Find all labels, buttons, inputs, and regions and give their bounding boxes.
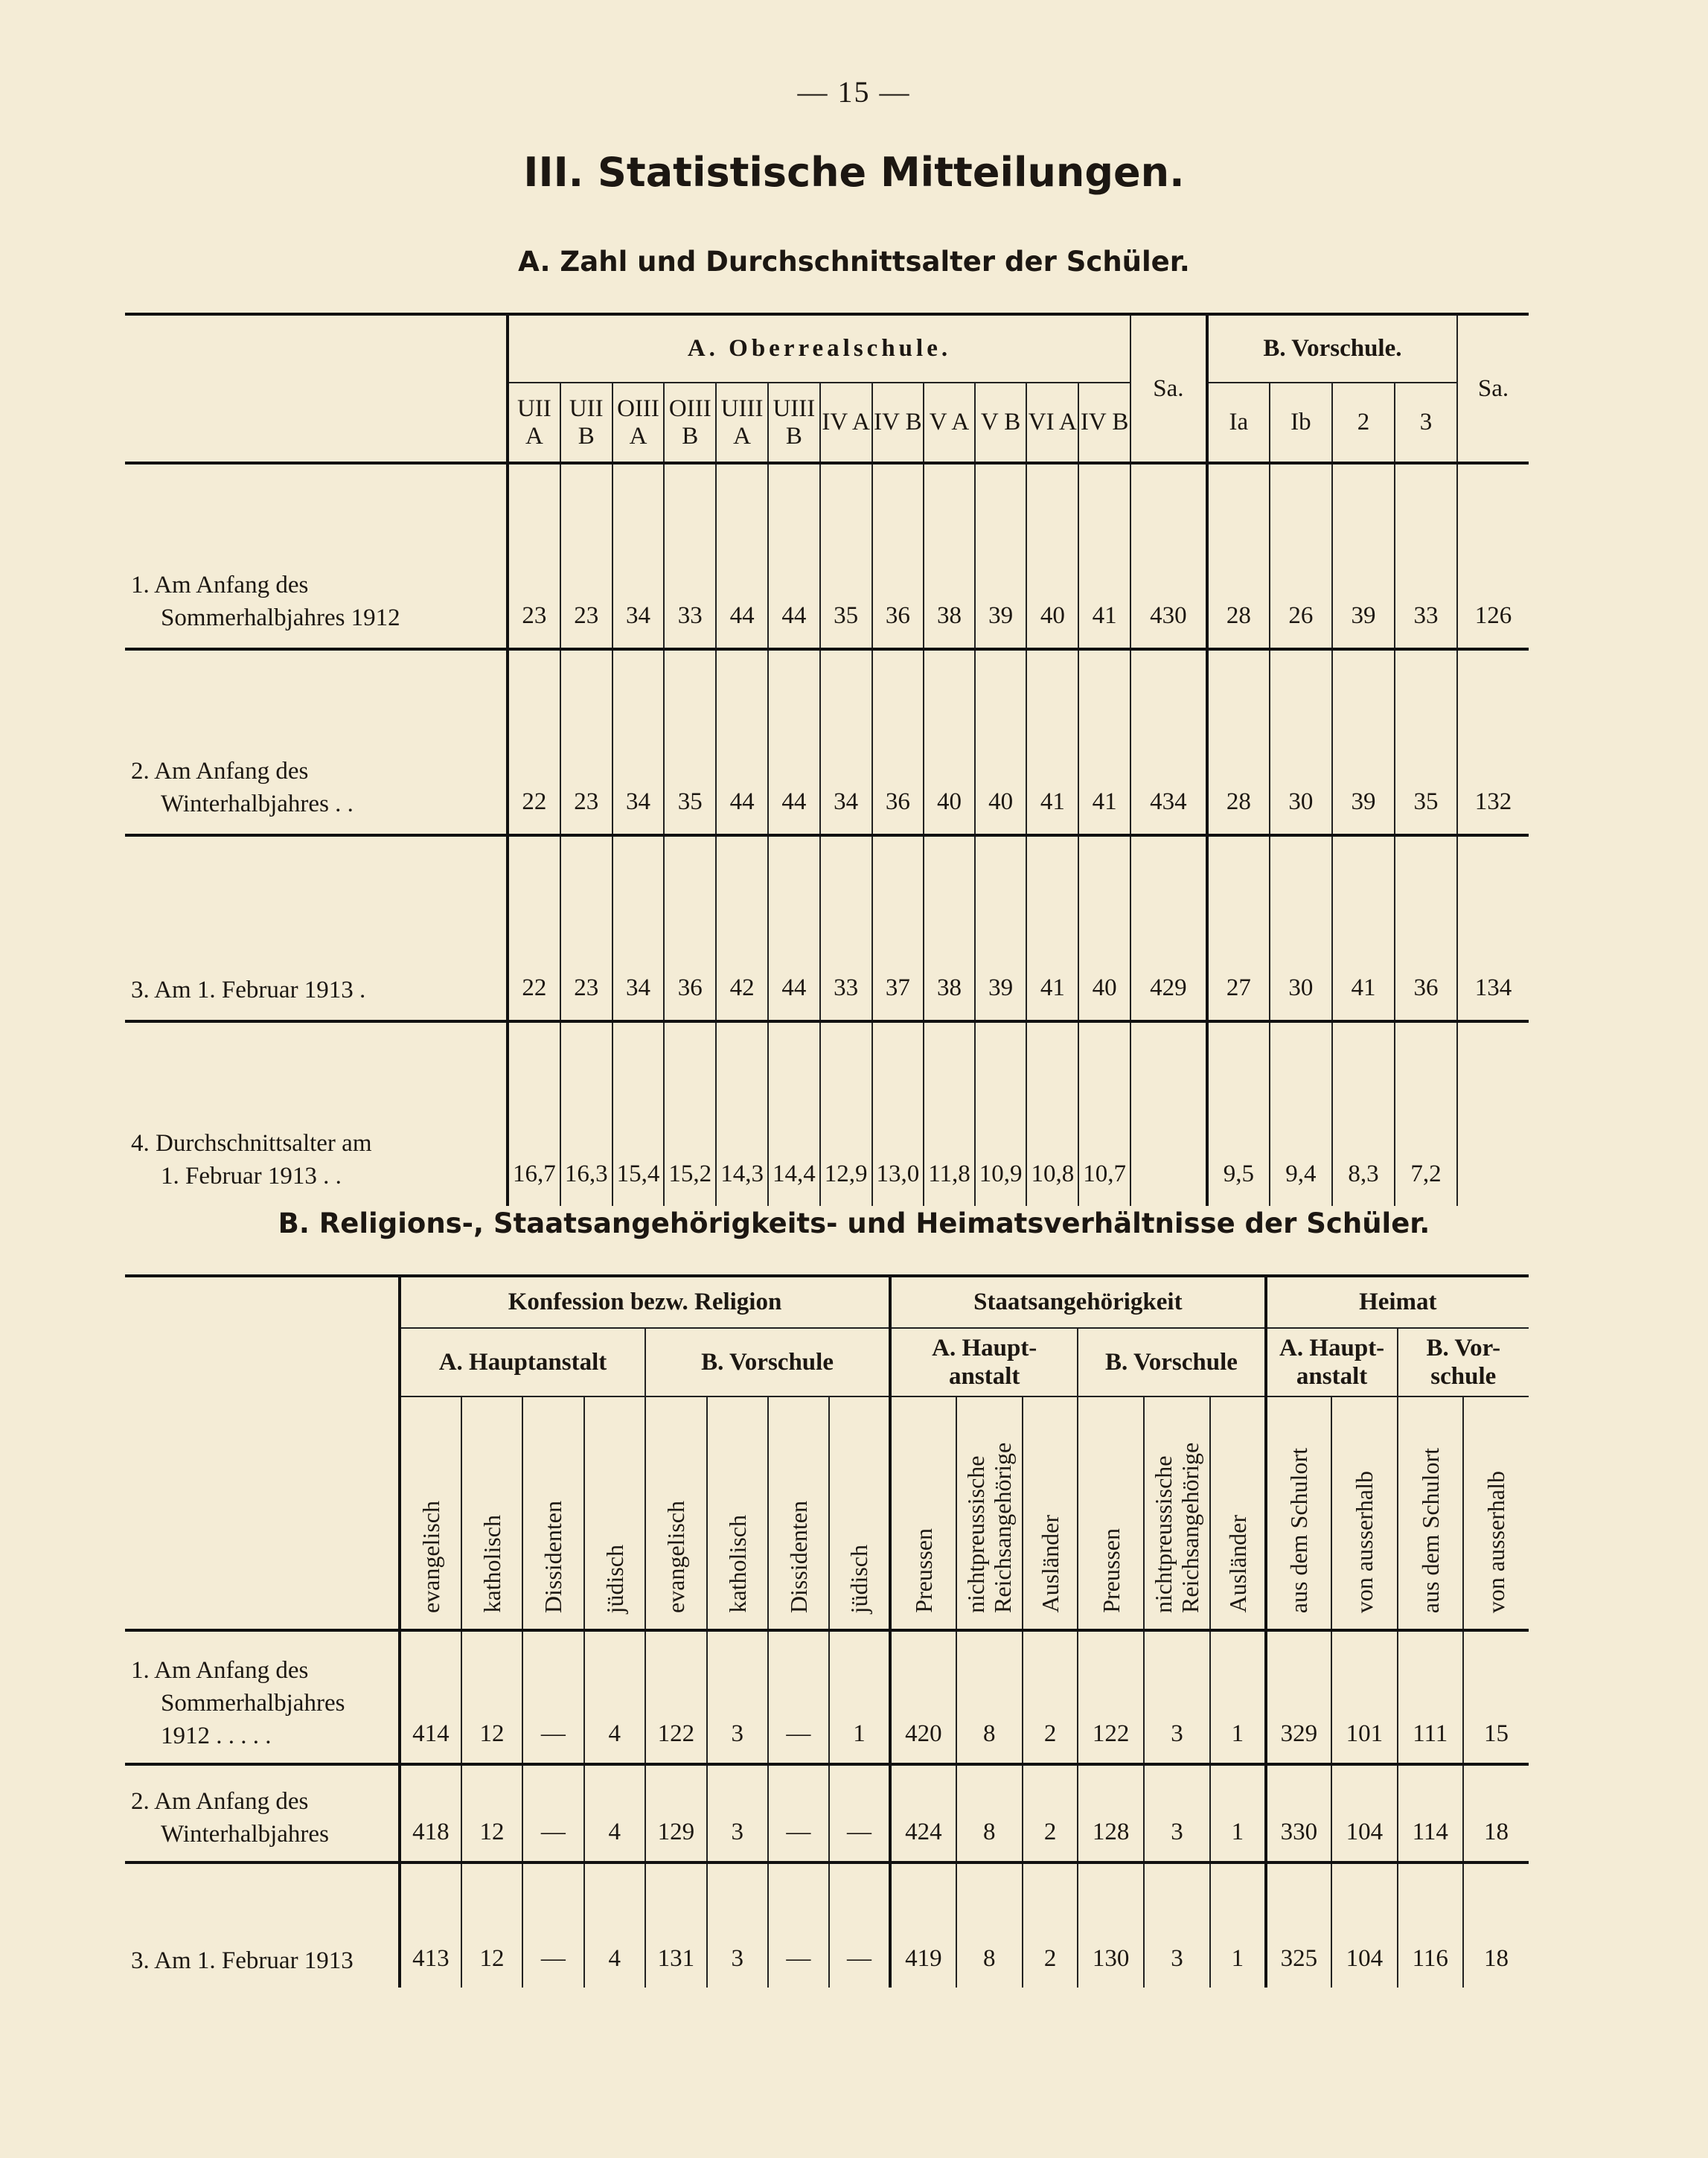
class-header: UIII B — [768, 383, 820, 463]
cell-value: 7,2 — [1395, 1021, 1457, 1206]
column-header — [1078, 1396, 1143, 1630]
staat-hauptanstalt-line: A. Haupt- — [932, 1335, 1037, 1361]
table-a-row — [125, 649, 1529, 835]
cell-value: 23 — [560, 463, 612, 649]
class-header: UII A — [508, 383, 560, 463]
cell-value: 329 — [1266, 1630, 1331, 1764]
class-header: IV A — [820, 383, 872, 463]
cell-value: 41 — [1026, 649, 1078, 835]
class-header: Ib — [1270, 383, 1332, 463]
row-label — [125, 835, 508, 1021]
group-vorschule: B. Vorschule. — [1207, 314, 1457, 383]
table-b-row — [125, 1764, 1529, 1862]
table-a-row — [125, 1021, 1529, 1206]
class-header: UIII A — [716, 383, 768, 463]
row-label-line: 1912 . . . . . — [161, 1723, 272, 1749]
cell-value: 35 — [1395, 649, 1457, 835]
cell-value: 12 — [461, 1764, 522, 1862]
cell-value: 22 — [508, 649, 560, 835]
cell-value: 8 — [956, 1862, 1023, 1988]
cell-value: 27 — [1207, 835, 1270, 1021]
cell-value: 130 — [1078, 1862, 1143, 1988]
cell-value: 9,4 — [1270, 1021, 1332, 1206]
cell-value: 36 — [1395, 835, 1457, 1021]
row-label — [125, 1764, 400, 1862]
cell-value: 28 — [1207, 463, 1270, 649]
table-a-row — [125, 835, 1529, 1021]
cell-value: 23 — [508, 463, 560, 649]
cell-value: — — [829, 1764, 890, 1862]
cell-value: 34 — [612, 835, 665, 1021]
cell-value: 39 — [975, 463, 1027, 649]
column-header — [645, 1396, 707, 1630]
column-header-text: evangelisch — [662, 1500, 690, 1613]
group-konfession: Konfession bezw. Religion — [400, 1276, 890, 1328]
group-heimat: Heimat — [1266, 1276, 1529, 1328]
column-header — [707, 1396, 768, 1630]
heimat-vorschule-line: schule — [1430, 1363, 1497, 1390]
cell-value: 414 — [400, 1630, 461, 1764]
cell-value: 36 — [872, 649, 924, 835]
cell-value: 12 — [461, 1862, 522, 1988]
column-header — [1331, 1396, 1397, 1630]
column-header — [1398, 1396, 1463, 1630]
cell-value: 35 — [820, 463, 872, 649]
column-header-text: von ausserhalb — [1351, 1470, 1378, 1613]
cell-value: 1 — [1210, 1862, 1266, 1988]
cell-value: 1 — [1210, 1630, 1266, 1764]
row-label-line: 2. Am Anfang des — [131, 758, 309, 785]
cell-sum — [1457, 1021, 1529, 1206]
cell-value: 36 — [872, 463, 924, 649]
table-a-row — [125, 463, 1529, 649]
class-header: OIII A — [612, 383, 665, 463]
cell-value: 41 — [1078, 649, 1130, 835]
cell-value: 8 — [956, 1630, 1023, 1764]
cell-value: 34 — [820, 649, 872, 835]
cell-value: 104 — [1331, 1764, 1397, 1862]
cell-value: 3 — [1144, 1764, 1210, 1862]
cell-value: 14,4 — [768, 1021, 820, 1206]
cell-value: 33 — [820, 835, 872, 1021]
cell-value: 4 — [584, 1764, 645, 1862]
cell-value: 330 — [1266, 1764, 1331, 1862]
column-header-text: aus dem Schulort — [1416, 1447, 1444, 1613]
cell-value: 10,9 — [975, 1021, 1027, 1206]
cell-value: 40 — [975, 649, 1027, 835]
cell-value: 37 — [872, 835, 924, 1021]
cell-value: 30 — [1270, 835, 1332, 1021]
row-label — [125, 649, 508, 835]
row-label — [125, 1021, 508, 1206]
row-label — [125, 1630, 400, 1764]
class-header: VI A — [1026, 383, 1078, 463]
cell-value: 4 — [584, 1862, 645, 1988]
row-label-line: Winterhalbjahres . . — [161, 791, 354, 817]
column-header-text: evangelisch — [417, 1500, 444, 1613]
staat-hauptanstalt-line: anstalt — [949, 1363, 1020, 1390]
cell-value: 2 — [1023, 1862, 1078, 1988]
cell-value: 2 — [1023, 1764, 1078, 1862]
cell-sum — [1130, 1021, 1207, 1206]
cell-value: 419 — [890, 1862, 956, 1988]
cell-value: 22 — [508, 835, 560, 1021]
cell-value: 1 — [829, 1630, 890, 1764]
column-header — [956, 1396, 1023, 1630]
cell-value: 16,7 — [508, 1021, 560, 1206]
cell-value: 36 — [664, 835, 716, 1021]
heimat-hauptanstalt-line: A. Haupt- — [1279, 1335, 1385, 1361]
table-a-title: A. Zahl und Durchschnittsalter der Schüler. — [518, 246, 1190, 278]
cell-value: 122 — [1078, 1630, 1143, 1764]
row-label-line: 3. Am 1. Februar 1913 . — [131, 977, 366, 1003]
class-header: V B — [975, 383, 1027, 463]
column-header-text: Dissidenten — [784, 1500, 812, 1613]
cell-value: 3 — [707, 1764, 768, 1862]
class-header: V A — [924, 383, 974, 463]
cell-value: 44 — [768, 649, 820, 835]
table-a-label-header — [125, 314, 508, 463]
heimat-hauptanstalt — [1266, 1328, 1398, 1396]
column-header — [829, 1396, 890, 1630]
cell-value: 14,3 — [716, 1021, 768, 1206]
column-header-text: Preussen — [909, 1528, 937, 1613]
group-staatsangehoerigkeit: Staatsangehörigkeit — [890, 1276, 1266, 1328]
cell-value: 9,5 — [1207, 1021, 1270, 1206]
cell-sum: 132 — [1457, 649, 1529, 835]
cell-value: 34 — [612, 649, 665, 835]
column-header — [890, 1396, 956, 1630]
row-label-line: 1. Am Anfang des — [131, 1657, 309, 1684]
cell-value: 26 — [1270, 463, 1332, 649]
cell-value: 104 — [1331, 1862, 1397, 1988]
cell-value: 38 — [924, 463, 974, 649]
cell-value: 424 — [890, 1764, 956, 1862]
cell-value: — — [522, 1630, 583, 1764]
konf-hauptanstalt: A. Hauptanstalt — [400, 1328, 645, 1396]
cell-value: 116 — [1398, 1862, 1463, 1988]
column-header-text: Dissidenten — [540, 1500, 567, 1613]
group-oberrealschule: A. Oberrealschule. — [508, 314, 1130, 383]
column-header-text: nichtpreussische Reichsangehörige — [962, 1442, 1017, 1613]
ors-sum-header: Sa. — [1130, 314, 1207, 463]
column-header — [1210, 1396, 1266, 1630]
cell-value: 33 — [664, 463, 716, 649]
column-header-text: katholisch — [479, 1515, 506, 1613]
konf-vorschule: B. Vorschule — [645, 1328, 890, 1396]
cell-value: 23 — [560, 835, 612, 1021]
cell-value: 18 — [1463, 1764, 1529, 1862]
cell-value: 41 — [1332, 835, 1395, 1021]
column-header-text: jüdisch — [601, 1544, 628, 1613]
staat-hauptanstalt — [890, 1328, 1078, 1396]
row-label-line: Sommerhalbjahres 1912 — [161, 604, 400, 631]
column-header — [584, 1396, 645, 1630]
column-header-text: Ausländer — [1224, 1515, 1251, 1613]
class-header: 3 — [1395, 383, 1457, 463]
cell-sum: 429 — [1130, 835, 1207, 1021]
table-b-row — [125, 1630, 1529, 1764]
cell-value: 13,0 — [872, 1021, 924, 1206]
section-title: III. Statistische Mitteilungen. — [523, 149, 1185, 196]
cell-value: 30 — [1270, 649, 1332, 835]
cell-value: 15 — [1463, 1630, 1529, 1764]
class-header: IV B — [872, 383, 924, 463]
cell-value: 16,3 — [560, 1021, 612, 1206]
column-header — [400, 1396, 461, 1630]
cell-value: 101 — [1331, 1630, 1397, 1764]
cell-value: 23 — [560, 649, 612, 835]
cell-value: 413 — [400, 1862, 461, 1988]
cell-value: 11,8 — [924, 1021, 974, 1206]
cell-value: 4 — [584, 1630, 645, 1764]
cell-sum: 134 — [1457, 835, 1529, 1021]
column-header-text: jüdisch — [845, 1544, 873, 1613]
staat-vorschule: B. Vorschule — [1078, 1328, 1265, 1396]
column-header-text: nichtpreussische Reichsangehörige — [1150, 1442, 1204, 1613]
cell-value: — — [522, 1862, 583, 1988]
row-label-line: 1. Am Anfang des — [131, 572, 309, 598]
cell-value: 12 — [461, 1630, 522, 1764]
class-header: Ia — [1207, 383, 1270, 463]
cell-value: — — [768, 1764, 829, 1862]
cell-value: 420 — [890, 1630, 956, 1764]
cell-value: 40 — [924, 649, 974, 835]
cell-value: 122 — [645, 1630, 707, 1764]
cell-value: 35 — [664, 649, 716, 835]
cell-value: 128 — [1078, 1764, 1143, 1862]
class-header: OIII B — [664, 383, 716, 463]
cell-value: 8 — [956, 1764, 1023, 1862]
cell-value: 12,9 — [820, 1021, 872, 1206]
cell-value: 3 — [707, 1630, 768, 1764]
row-label — [125, 1862, 400, 1988]
cell-value: 15,4 — [612, 1021, 665, 1206]
cell-value: 10,7 — [1078, 1021, 1130, 1206]
cell-value: 44 — [716, 649, 768, 835]
cell-value: 3 — [1144, 1862, 1210, 1988]
class-header: UII B — [560, 383, 612, 463]
cell-value: 3 — [1144, 1630, 1210, 1764]
cell-value: 40 — [1026, 463, 1078, 649]
column-header — [1144, 1396, 1210, 1630]
cell-value: 18 — [1463, 1862, 1529, 1988]
row-label-line: 4. Durchschnittsalter am — [131, 1130, 372, 1157]
column-header-text: Preussen — [1097, 1528, 1125, 1613]
cell-value: 10,8 — [1026, 1021, 1078, 1206]
cell-value: 131 — [645, 1862, 707, 1988]
cell-value: 8,3 — [1332, 1021, 1395, 1206]
row-label — [125, 463, 508, 649]
cell-value: 1 — [1210, 1764, 1266, 1862]
cell-value: 39 — [1332, 463, 1395, 649]
page-number: — 15 — — [797, 75, 911, 109]
cell-sum: 434 — [1130, 649, 1207, 835]
cell-value: 129 — [645, 1764, 707, 1862]
cell-value: 15,2 — [664, 1021, 716, 1206]
cell-value: 40 — [1078, 835, 1130, 1021]
cell-value: 41 — [1078, 463, 1130, 649]
cell-value: 39 — [975, 835, 1027, 1021]
cell-value: 111 — [1398, 1630, 1463, 1764]
table-b — [125, 1274, 1529, 1988]
vs-sum-header: Sa. — [1457, 314, 1529, 463]
cell-value: 28 — [1207, 649, 1270, 835]
cell-value: — — [768, 1862, 829, 1988]
cell-value: 44 — [768, 835, 820, 1021]
row-label-line: Winterhalbjahres — [161, 1821, 329, 1848]
class-header: IV B — [1078, 383, 1130, 463]
column-header — [1463, 1396, 1529, 1630]
cell-value: 42 — [716, 835, 768, 1021]
cell-value: 418 — [400, 1764, 461, 1862]
cell-value: 3 — [707, 1862, 768, 1988]
heimat-vorschule-line: B. Vor- — [1426, 1335, 1501, 1361]
column-header-text: von ausserhalb — [1482, 1470, 1510, 1613]
table-b-row — [125, 1862, 1529, 1988]
table-b-label-header — [125, 1276, 400, 1630]
heimat-hauptanstalt-line: anstalt — [1296, 1363, 1368, 1390]
cell-value: 33 — [1395, 463, 1457, 649]
column-header — [768, 1396, 829, 1630]
cell-value: 2 — [1023, 1630, 1078, 1764]
cell-value: 114 — [1398, 1764, 1463, 1862]
row-label-line: 3. Am 1. Februar 1913 — [131, 1947, 354, 1974]
column-header — [522, 1396, 583, 1630]
cell-value: 41 — [1026, 835, 1078, 1021]
column-header — [461, 1396, 522, 1630]
cell-value: 38 — [924, 835, 974, 1021]
column-header — [1023, 1396, 1078, 1630]
cell-value: 34 — [612, 463, 665, 649]
cell-sum: 430 — [1130, 463, 1207, 649]
class-header: 2 — [1332, 383, 1395, 463]
cell-value: — — [768, 1630, 829, 1764]
row-label-line: 2. Am Anfang des — [131, 1788, 309, 1815]
cell-value: 44 — [716, 463, 768, 649]
cell-value: 325 — [1266, 1862, 1331, 1988]
column-header — [1266, 1396, 1331, 1630]
column-header-text: Ausländer — [1037, 1515, 1064, 1613]
table-b-title: B. Religions-, Staatsangehörigkeits- und Heimatsverhältnisse der Schüler. — [278, 1207, 1430, 1239]
column-header-text: aus dem Schulort — [1285, 1447, 1313, 1613]
cell-value: 39 — [1332, 649, 1395, 835]
heimat-vorschule — [1398, 1328, 1529, 1396]
cell-sum: 126 — [1457, 463, 1529, 649]
cell-value: 44 — [768, 463, 820, 649]
cell-value: — — [522, 1764, 583, 1862]
row-label-line: 1. Februar 1913 . . — [161, 1163, 342, 1190]
table-a — [125, 313, 1529, 1206]
column-header-text: katholisch — [723, 1515, 751, 1613]
row-label-line: Sommerhalbjahres — [161, 1690, 345, 1717]
cell-value: — — [829, 1862, 890, 1988]
